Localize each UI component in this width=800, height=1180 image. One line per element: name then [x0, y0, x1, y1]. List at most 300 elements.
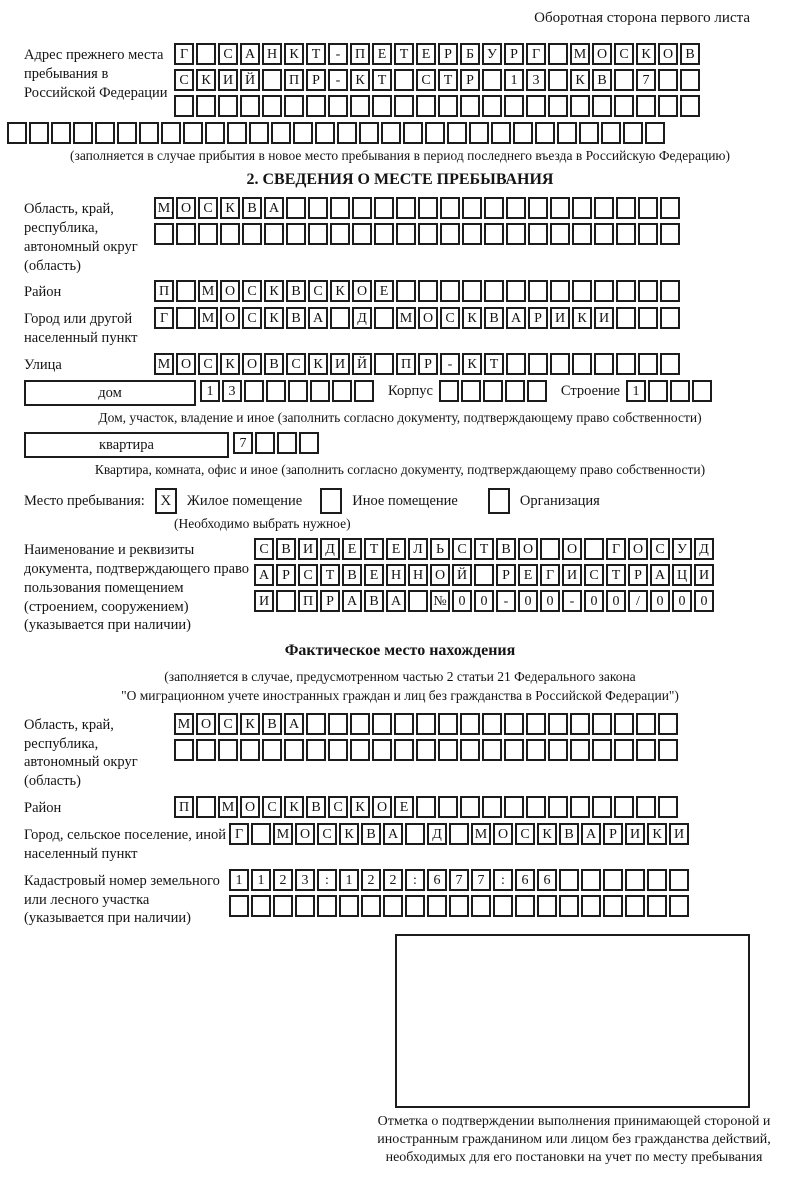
char-cell[interactable] — [559, 895, 579, 917]
char-cell[interactable]: Т — [372, 69, 392, 91]
char-cell[interactable] — [394, 69, 414, 91]
char-cell[interactable] — [196, 739, 216, 761]
char-cell[interactable]: Й — [240, 69, 260, 91]
char-cell[interactable] — [354, 380, 374, 402]
char-cell[interactable] — [447, 122, 467, 144]
char-cell[interactable]: 0 — [606, 590, 626, 612]
char-cell[interactable]: С — [174, 69, 194, 91]
char-cell[interactable] — [416, 796, 436, 818]
char-cell[interactable]: 7 — [233, 432, 253, 454]
char-cell[interactable] — [474, 564, 494, 586]
char-cell[interactable] — [405, 895, 425, 917]
char-cell[interactable]: 3 — [295, 869, 315, 891]
char-cell[interactable]: : — [493, 869, 513, 891]
char-cell[interactable] — [504, 796, 524, 818]
char-cell[interactable] — [594, 223, 614, 245]
char-cell[interactable] — [416, 739, 436, 761]
char-cell[interactable] — [548, 43, 568, 65]
char-cell[interactable]: В — [276, 538, 296, 560]
char-cell[interactable]: К — [220, 353, 240, 375]
char-cell[interactable] — [537, 895, 557, 917]
char-cell[interactable] — [680, 69, 700, 91]
char-cell[interactable]: П — [350, 43, 370, 65]
char-cell[interactable]: К — [350, 796, 370, 818]
char-cell[interactable]: Т — [364, 538, 384, 560]
char-cell[interactable] — [416, 713, 436, 735]
char-cell[interactable]: 0 — [584, 590, 604, 612]
char-cell[interactable] — [372, 739, 392, 761]
char-cell[interactable] — [198, 223, 218, 245]
char-cell[interactable] — [438, 95, 458, 117]
char-cell[interactable]: Р — [603, 823, 623, 845]
char-cell[interactable]: Т — [474, 538, 494, 560]
char-cell[interactable]: К — [264, 280, 284, 302]
char-cell[interactable] — [645, 122, 665, 144]
char-cell[interactable] — [572, 280, 592, 302]
char-cell[interactable]: А — [240, 43, 260, 65]
char-cell[interactable] — [526, 796, 546, 818]
char-cell[interactable] — [484, 280, 504, 302]
char-cell[interactable] — [548, 739, 568, 761]
char-cell[interactable] — [449, 895, 469, 917]
char-cell[interactable]: С — [317, 823, 337, 845]
char-cell[interactable] — [616, 280, 636, 302]
char-cell[interactable] — [584, 538, 604, 560]
char-cell[interactable]: В — [361, 823, 381, 845]
char-cell[interactable] — [95, 122, 115, 144]
char-cell[interactable] — [176, 307, 196, 329]
char-cell[interactable] — [440, 280, 460, 302]
char-cell[interactable] — [528, 353, 548, 375]
char-cell[interactable] — [592, 796, 612, 818]
char-cell[interactable]: 1 — [339, 869, 359, 891]
char-cell[interactable]: 2 — [273, 869, 293, 891]
char-cell[interactable]: Е — [342, 538, 362, 560]
char-cell[interactable] — [276, 590, 296, 612]
char-cell[interactable] — [359, 122, 379, 144]
char-cell[interactable] — [594, 280, 614, 302]
char-cell[interactable]: О — [658, 43, 678, 65]
char-cell[interactable] — [308, 197, 328, 219]
char-cell[interactable] — [614, 69, 634, 91]
char-cell[interactable] — [262, 739, 282, 761]
char-cell[interactable]: Р — [628, 564, 648, 586]
char-cell[interactable] — [482, 796, 502, 818]
char-cell[interactable] — [493, 895, 513, 917]
char-cell[interactable] — [439, 380, 459, 402]
char-cell[interactable] — [383, 895, 403, 917]
char-cell[interactable] — [526, 95, 546, 117]
char-cell[interactable]: - — [562, 590, 582, 612]
char-cell[interactable] — [491, 122, 511, 144]
char-cell[interactable]: Р — [306, 69, 326, 91]
char-cell[interactable] — [218, 739, 238, 761]
char-cell[interactable]: Ц — [672, 564, 692, 586]
char-cell[interactable] — [332, 380, 352, 402]
char-cell[interactable]: Г — [526, 43, 546, 65]
char-cell[interactable]: С — [286, 353, 306, 375]
char-cell[interactable] — [504, 713, 524, 735]
char-cell[interactable] — [273, 895, 293, 917]
char-cell[interactable]: А — [581, 823, 601, 845]
char-cell[interactable]: Т — [306, 43, 326, 65]
char-cell[interactable] — [295, 895, 315, 917]
char-cell[interactable]: С — [416, 69, 436, 91]
char-cell[interactable]: С — [254, 538, 274, 560]
char-cell[interactable] — [616, 223, 636, 245]
char-cell[interactable] — [51, 122, 71, 144]
char-cell[interactable] — [418, 280, 438, 302]
char-cell[interactable] — [394, 739, 414, 761]
char-cell[interactable]: П — [396, 353, 416, 375]
char-cell[interactable] — [515, 895, 535, 917]
char-cell[interactable] — [462, 223, 482, 245]
char-cell[interactable] — [669, 895, 689, 917]
char-cell[interactable]: А — [254, 564, 274, 586]
char-cell[interactable] — [408, 590, 428, 612]
char-cell[interactable] — [506, 197, 526, 219]
char-cell[interactable] — [229, 895, 249, 917]
char-cell[interactable] — [438, 739, 458, 761]
char-cell[interactable] — [139, 122, 159, 144]
char-cell[interactable]: И — [330, 353, 350, 375]
char-cell[interactable] — [592, 95, 612, 117]
char-cell[interactable] — [548, 69, 568, 91]
char-cell[interactable]: У — [672, 538, 692, 560]
char-cell[interactable]: И — [550, 307, 570, 329]
char-cell[interactable] — [540, 538, 560, 560]
char-cell[interactable]: А — [383, 823, 403, 845]
char-cell[interactable] — [614, 95, 634, 117]
char-cell[interactable] — [449, 823, 469, 845]
char-cell[interactable] — [7, 122, 27, 144]
char-cell[interactable]: Л — [408, 538, 428, 560]
char-cell[interactable] — [196, 796, 216, 818]
char-cell[interactable] — [416, 95, 436, 117]
char-cell[interactable]: С — [308, 280, 328, 302]
char-cell[interactable] — [394, 95, 414, 117]
char-cell[interactable]: - — [496, 590, 516, 612]
char-cell[interactable]: Н — [408, 564, 428, 586]
char-cell[interactable] — [638, 280, 658, 302]
char-cell[interactable] — [73, 122, 93, 144]
char-cell[interactable] — [469, 122, 489, 144]
char-cell[interactable]: В — [496, 538, 516, 560]
char-cell[interactable]: : — [405, 869, 425, 891]
char-cell[interactable] — [337, 122, 357, 144]
char-cell[interactable] — [592, 713, 612, 735]
char-cell[interactable] — [692, 380, 712, 402]
char-cell[interactable] — [440, 197, 460, 219]
char-cell[interactable] — [638, 223, 658, 245]
char-cell[interactable]: / — [628, 590, 648, 612]
char-cell[interactable] — [266, 380, 286, 402]
char-cell[interactable]: С — [198, 197, 218, 219]
char-cell[interactable]: 0 — [518, 590, 538, 612]
char-cell[interactable]: 6 — [537, 869, 557, 891]
char-cell[interactable]: И — [218, 69, 238, 91]
char-cell[interactable] — [330, 223, 350, 245]
char-cell[interactable]: О — [352, 280, 372, 302]
char-cell[interactable]: 3 — [526, 69, 546, 91]
char-cell[interactable]: М — [198, 307, 218, 329]
char-cell[interactable]: М — [198, 280, 218, 302]
char-cell[interactable]: С — [614, 43, 634, 65]
char-cell[interactable] — [483, 380, 503, 402]
char-cell[interactable] — [255, 432, 275, 454]
char-cell[interactable] — [403, 122, 423, 144]
char-cell[interactable]: 0 — [650, 590, 670, 612]
char-cell[interactable] — [505, 380, 525, 402]
char-cell[interactable]: В — [342, 564, 362, 586]
char-cell[interactable] — [638, 353, 658, 375]
char-cell[interactable] — [616, 307, 636, 329]
char-cell[interactable]: Т — [484, 353, 504, 375]
char-cell[interactable]: Н — [386, 564, 406, 586]
char-cell[interactable] — [306, 739, 326, 761]
char-cell[interactable]: Т — [320, 564, 340, 586]
char-cell[interactable]: П — [174, 796, 194, 818]
char-cell[interactable]: И — [669, 823, 689, 845]
char-cell[interactable] — [242, 223, 262, 245]
char-cell[interactable] — [262, 95, 282, 117]
char-cell[interactable] — [339, 895, 359, 917]
char-cell[interactable]: В — [286, 307, 306, 329]
char-cell[interactable] — [161, 122, 181, 144]
char-cell[interactable] — [471, 895, 491, 917]
char-cell[interactable]: О — [176, 197, 196, 219]
char-cell[interactable]: И — [562, 564, 582, 586]
char-cell[interactable]: К — [284, 796, 304, 818]
char-cell[interactable]: В — [364, 590, 384, 612]
char-cell[interactable] — [240, 95, 260, 117]
char-cell[interactable]: 0 — [672, 590, 692, 612]
char-cell[interactable] — [286, 197, 306, 219]
char-cell[interactable] — [350, 739, 370, 761]
char-cell[interactable] — [559, 869, 579, 891]
char-cell[interactable]: Р — [320, 590, 340, 612]
char-cell[interactable] — [660, 223, 680, 245]
char-cell[interactable] — [660, 307, 680, 329]
char-cell[interactable] — [506, 353, 526, 375]
char-cell[interactable]: Р — [528, 307, 548, 329]
char-cell[interactable]: Д — [352, 307, 372, 329]
char-cell[interactable]: О — [518, 538, 538, 560]
char-cell[interactable]: И — [594, 307, 614, 329]
char-cell[interactable] — [374, 223, 394, 245]
char-cell[interactable] — [286, 223, 306, 245]
char-cell[interactable]: К — [462, 307, 482, 329]
char-cell[interactable] — [361, 895, 381, 917]
char-cell[interactable]: С — [242, 307, 262, 329]
char-cell[interactable]: 0 — [452, 590, 472, 612]
char-cell[interactable]: К — [308, 353, 328, 375]
char-cell[interactable] — [372, 713, 392, 735]
char-cell[interactable] — [513, 122, 533, 144]
char-cell[interactable] — [330, 197, 350, 219]
checkbox-organization[interactable] — [488, 488, 510, 514]
char-cell[interactable] — [284, 95, 304, 117]
char-cell[interactable] — [570, 95, 590, 117]
char-cell[interactable]: 1 — [504, 69, 524, 91]
char-cell[interactable] — [249, 122, 269, 144]
char-cell[interactable] — [504, 739, 524, 761]
char-cell[interactable]: 0 — [694, 590, 714, 612]
char-cell[interactable]: Г — [229, 823, 249, 845]
char-cell[interactable] — [636, 739, 656, 761]
char-cell[interactable] — [658, 69, 678, 91]
char-cell[interactable]: Е — [394, 796, 414, 818]
char-cell[interactable]: В — [680, 43, 700, 65]
char-cell[interactable] — [396, 280, 416, 302]
char-cell[interactable] — [603, 895, 623, 917]
char-cell[interactable]: Е — [518, 564, 538, 586]
char-cell[interactable] — [550, 353, 570, 375]
char-cell[interactable]: В — [306, 796, 326, 818]
char-cell[interactable] — [271, 122, 291, 144]
char-cell[interactable] — [284, 739, 304, 761]
char-cell[interactable] — [293, 122, 313, 144]
char-cell[interactable]: 0 — [474, 590, 494, 612]
char-cell[interactable]: - — [328, 69, 348, 91]
char-cell[interactable] — [482, 69, 502, 91]
char-cell[interactable] — [535, 122, 555, 144]
char-cell[interactable]: Т — [438, 69, 458, 91]
char-cell[interactable] — [460, 796, 480, 818]
char-cell[interactable]: Д — [694, 538, 714, 560]
char-cell[interactable]: Е — [386, 538, 406, 560]
char-cell[interactable]: С — [452, 538, 472, 560]
char-cell[interactable]: 0 — [540, 590, 560, 612]
char-cell[interactable] — [548, 796, 568, 818]
char-cell[interactable] — [438, 796, 458, 818]
char-cell[interactable]: О — [220, 307, 240, 329]
char-cell[interactable] — [528, 223, 548, 245]
char-cell[interactable] — [506, 280, 526, 302]
char-cell[interactable]: М — [570, 43, 590, 65]
char-cell[interactable]: 7 — [471, 869, 491, 891]
char-cell[interactable] — [440, 223, 460, 245]
char-cell[interactable]: 2 — [383, 869, 403, 891]
char-cell[interactable] — [174, 739, 194, 761]
char-cell[interactable]: № — [430, 590, 450, 612]
char-cell[interactable]: О — [418, 307, 438, 329]
char-cell[interactable] — [308, 223, 328, 245]
char-cell[interactable] — [570, 739, 590, 761]
char-cell[interactable]: Е — [372, 43, 392, 65]
char-cell[interactable] — [482, 739, 502, 761]
char-cell[interactable]: С — [650, 538, 670, 560]
char-cell[interactable] — [240, 739, 260, 761]
char-cell[interactable]: К — [339, 823, 359, 845]
char-cell[interactable]: Б — [460, 43, 480, 65]
char-cell[interactable]: В — [242, 197, 262, 219]
char-cell[interactable] — [601, 122, 621, 144]
char-cell[interactable]: 6 — [515, 869, 535, 891]
char-cell[interactable]: А — [650, 564, 670, 586]
char-cell[interactable] — [262, 69, 282, 91]
char-cell[interactable]: С — [515, 823, 535, 845]
char-cell[interactable]: Е — [364, 564, 384, 586]
char-cell[interactable] — [638, 197, 658, 219]
char-cell[interactable] — [570, 713, 590, 735]
char-cell[interactable] — [176, 280, 196, 302]
char-cell[interactable] — [658, 713, 678, 735]
char-cell[interactable]: С — [218, 43, 238, 65]
char-cell[interactable] — [625, 895, 645, 917]
char-cell[interactable] — [317, 895, 337, 917]
char-cell[interactable]: Г — [606, 538, 626, 560]
char-cell[interactable]: К — [570, 69, 590, 91]
char-cell[interactable]: 7 — [636, 69, 656, 91]
char-cell[interactable] — [396, 223, 416, 245]
checkbox-other-premises[interactable] — [320, 488, 342, 514]
char-cell[interactable]: С — [262, 796, 282, 818]
char-cell[interactable]: С — [328, 796, 348, 818]
char-cell[interactable] — [572, 353, 592, 375]
char-cell[interactable] — [251, 895, 271, 917]
char-cell[interactable]: 7 — [449, 869, 469, 891]
char-cell[interactable] — [680, 95, 700, 117]
char-cell[interactable]: М — [154, 197, 174, 219]
char-cell[interactable] — [648, 380, 668, 402]
char-cell[interactable] — [306, 713, 326, 735]
char-cell[interactable]: К — [196, 69, 216, 91]
char-cell[interactable]: 1 — [626, 380, 646, 402]
char-cell[interactable] — [526, 713, 546, 735]
char-cell[interactable] — [658, 739, 678, 761]
char-cell[interactable] — [572, 197, 592, 219]
char-cell[interactable] — [374, 307, 394, 329]
char-cell[interactable] — [220, 223, 240, 245]
char-cell[interactable]: В — [559, 823, 579, 845]
char-cell[interactable] — [418, 223, 438, 245]
char-cell[interactable] — [638, 307, 658, 329]
char-cell[interactable] — [328, 95, 348, 117]
char-cell[interactable] — [306, 95, 326, 117]
char-cell[interactable] — [484, 197, 504, 219]
char-cell[interactable] — [196, 43, 216, 65]
char-cell[interactable]: М — [174, 713, 194, 735]
char-cell[interactable] — [117, 122, 137, 144]
char-cell[interactable]: А — [284, 713, 304, 735]
char-cell[interactable] — [506, 223, 526, 245]
checkbox-residential[interactable]: X — [155, 488, 177, 514]
char-cell[interactable]: П — [154, 280, 174, 302]
char-cell[interactable] — [658, 796, 678, 818]
char-cell[interactable]: 1 — [251, 869, 271, 891]
char-cell[interactable]: Е — [374, 280, 394, 302]
char-cell[interactable]: П — [284, 69, 304, 91]
char-cell[interactable]: О — [240, 796, 260, 818]
char-cell[interactable] — [205, 122, 225, 144]
char-cell[interactable] — [396, 197, 416, 219]
char-cell[interactable]: С — [198, 353, 218, 375]
char-cell[interactable]: А — [506, 307, 526, 329]
char-cell[interactable]: О — [430, 564, 450, 586]
char-cell[interactable]: К — [284, 43, 304, 65]
char-cell[interactable] — [438, 713, 458, 735]
char-cell[interactable]: О — [562, 538, 582, 560]
char-cell[interactable]: О — [242, 353, 262, 375]
char-cell[interactable] — [462, 280, 482, 302]
char-cell[interactable]: К — [636, 43, 656, 65]
char-cell[interactable] — [570, 796, 590, 818]
char-cell[interactable]: 2 — [361, 869, 381, 891]
char-cell[interactable] — [527, 380, 547, 402]
char-cell[interactable] — [636, 713, 656, 735]
char-cell[interactable] — [227, 122, 247, 144]
